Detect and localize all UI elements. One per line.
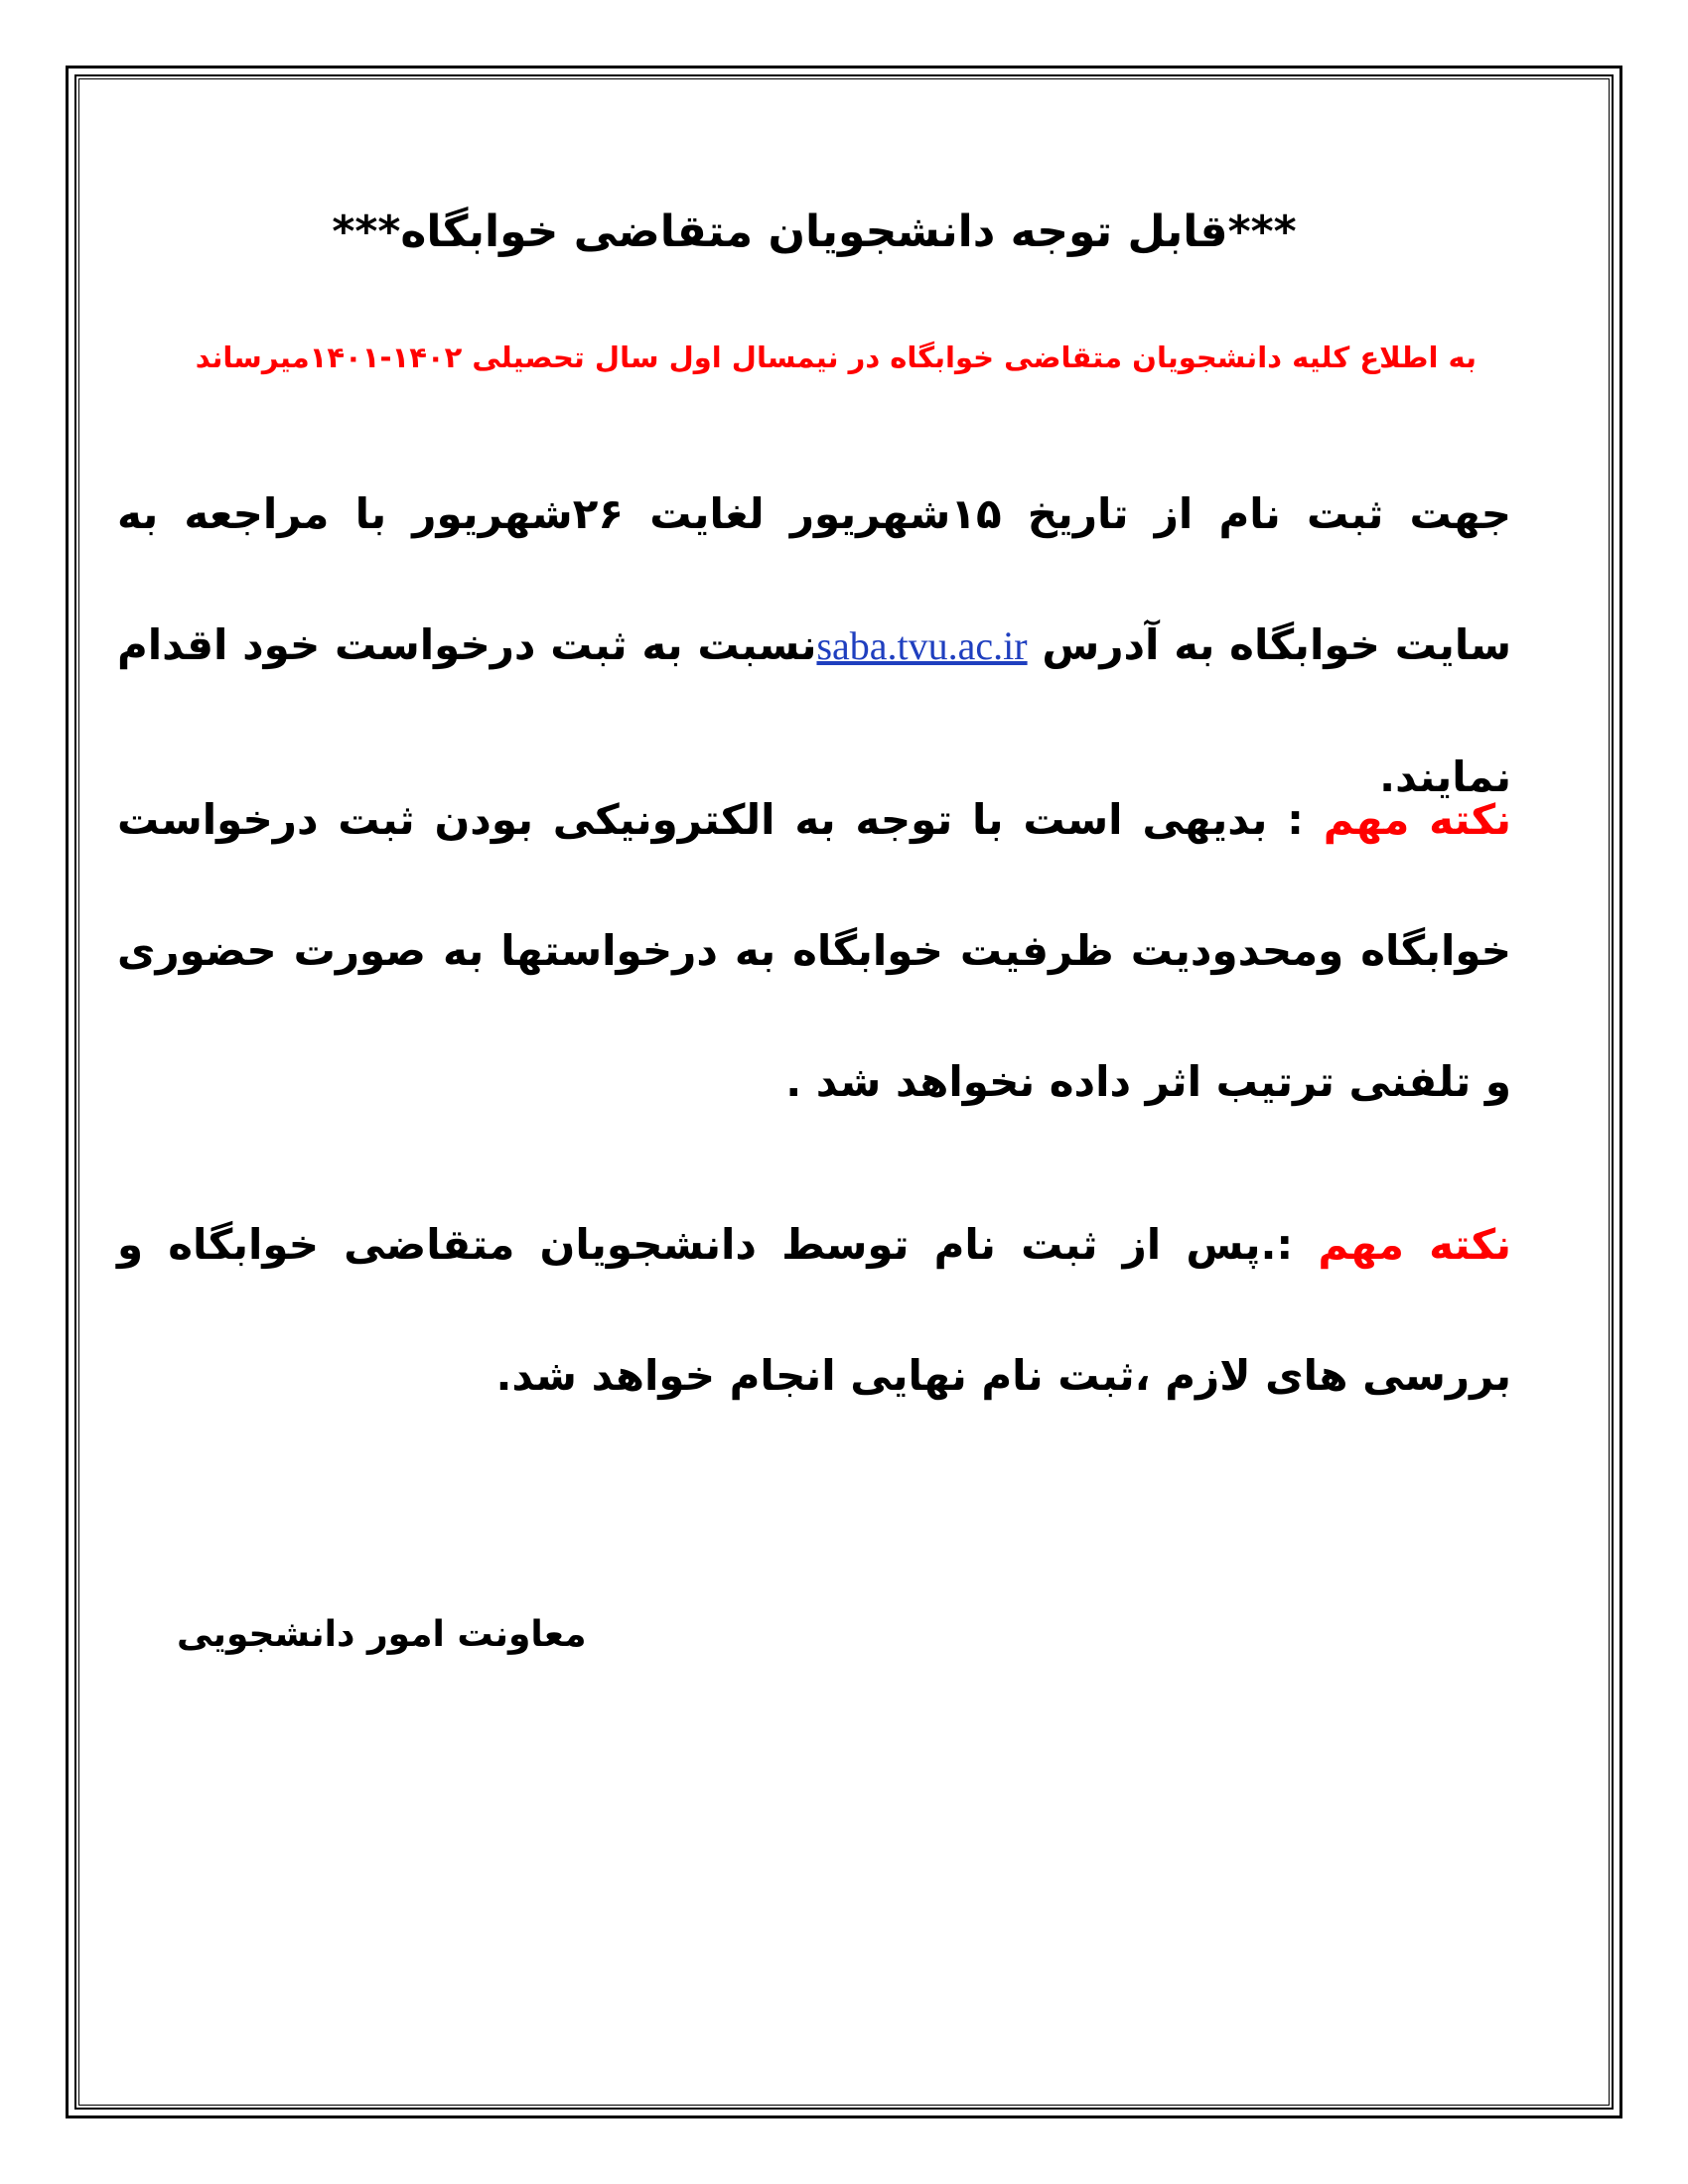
note-1-text: : بدیهی است با توجه به الکترونیکی بودن ثبت درخواست خوابگاه ومحدودیت ظرفیت خوابگاه به درخواستها به صورت حضوری و تلفنی ترتیب اثر داده نخواهد شد . xyxy=(117,795,1511,1106)
note-1-label: نکته مهم xyxy=(1323,795,1511,844)
registration-text-end: نسبت به ثبت درخواست خود اقدام نمایند. xyxy=(117,620,1511,801)
notice-title: ***قابل توجه دانشجویان متقاضی خوابگاه*** xyxy=(332,206,1297,257)
note-2-label: نکته مهم xyxy=(1318,1220,1511,1269)
dormitory-site-link[interactable]: saba.tvu.ac.ir xyxy=(816,623,1028,668)
registration-text-start: جهت ثبت نام از تاریخ ۱۵شهریور لغایت ۲۶شهریور با مراجعه به سایت خوابگاه به آدرس xyxy=(117,489,1511,669)
note-paragraph-2 xyxy=(117,1179,1511,1441)
note-paragraph-1 xyxy=(117,754,1511,1148)
notice-subtitle: به اطلاع کلیه دانشجویان متقاضی خوابگاه در نیمسال اول سال تحصیلی ۱۴۰۲-۱۴۰۱میرساند xyxy=(195,341,1477,374)
note-2-text: :.پس از ثبت نام توسط دانشجویان متقاضی خوابگاه و بررسی های لازم ،ثبت نام نهایی انجام خواهد شد. xyxy=(117,1220,1511,1400)
signature: معاونت امور دانشجویی xyxy=(177,1614,587,1655)
